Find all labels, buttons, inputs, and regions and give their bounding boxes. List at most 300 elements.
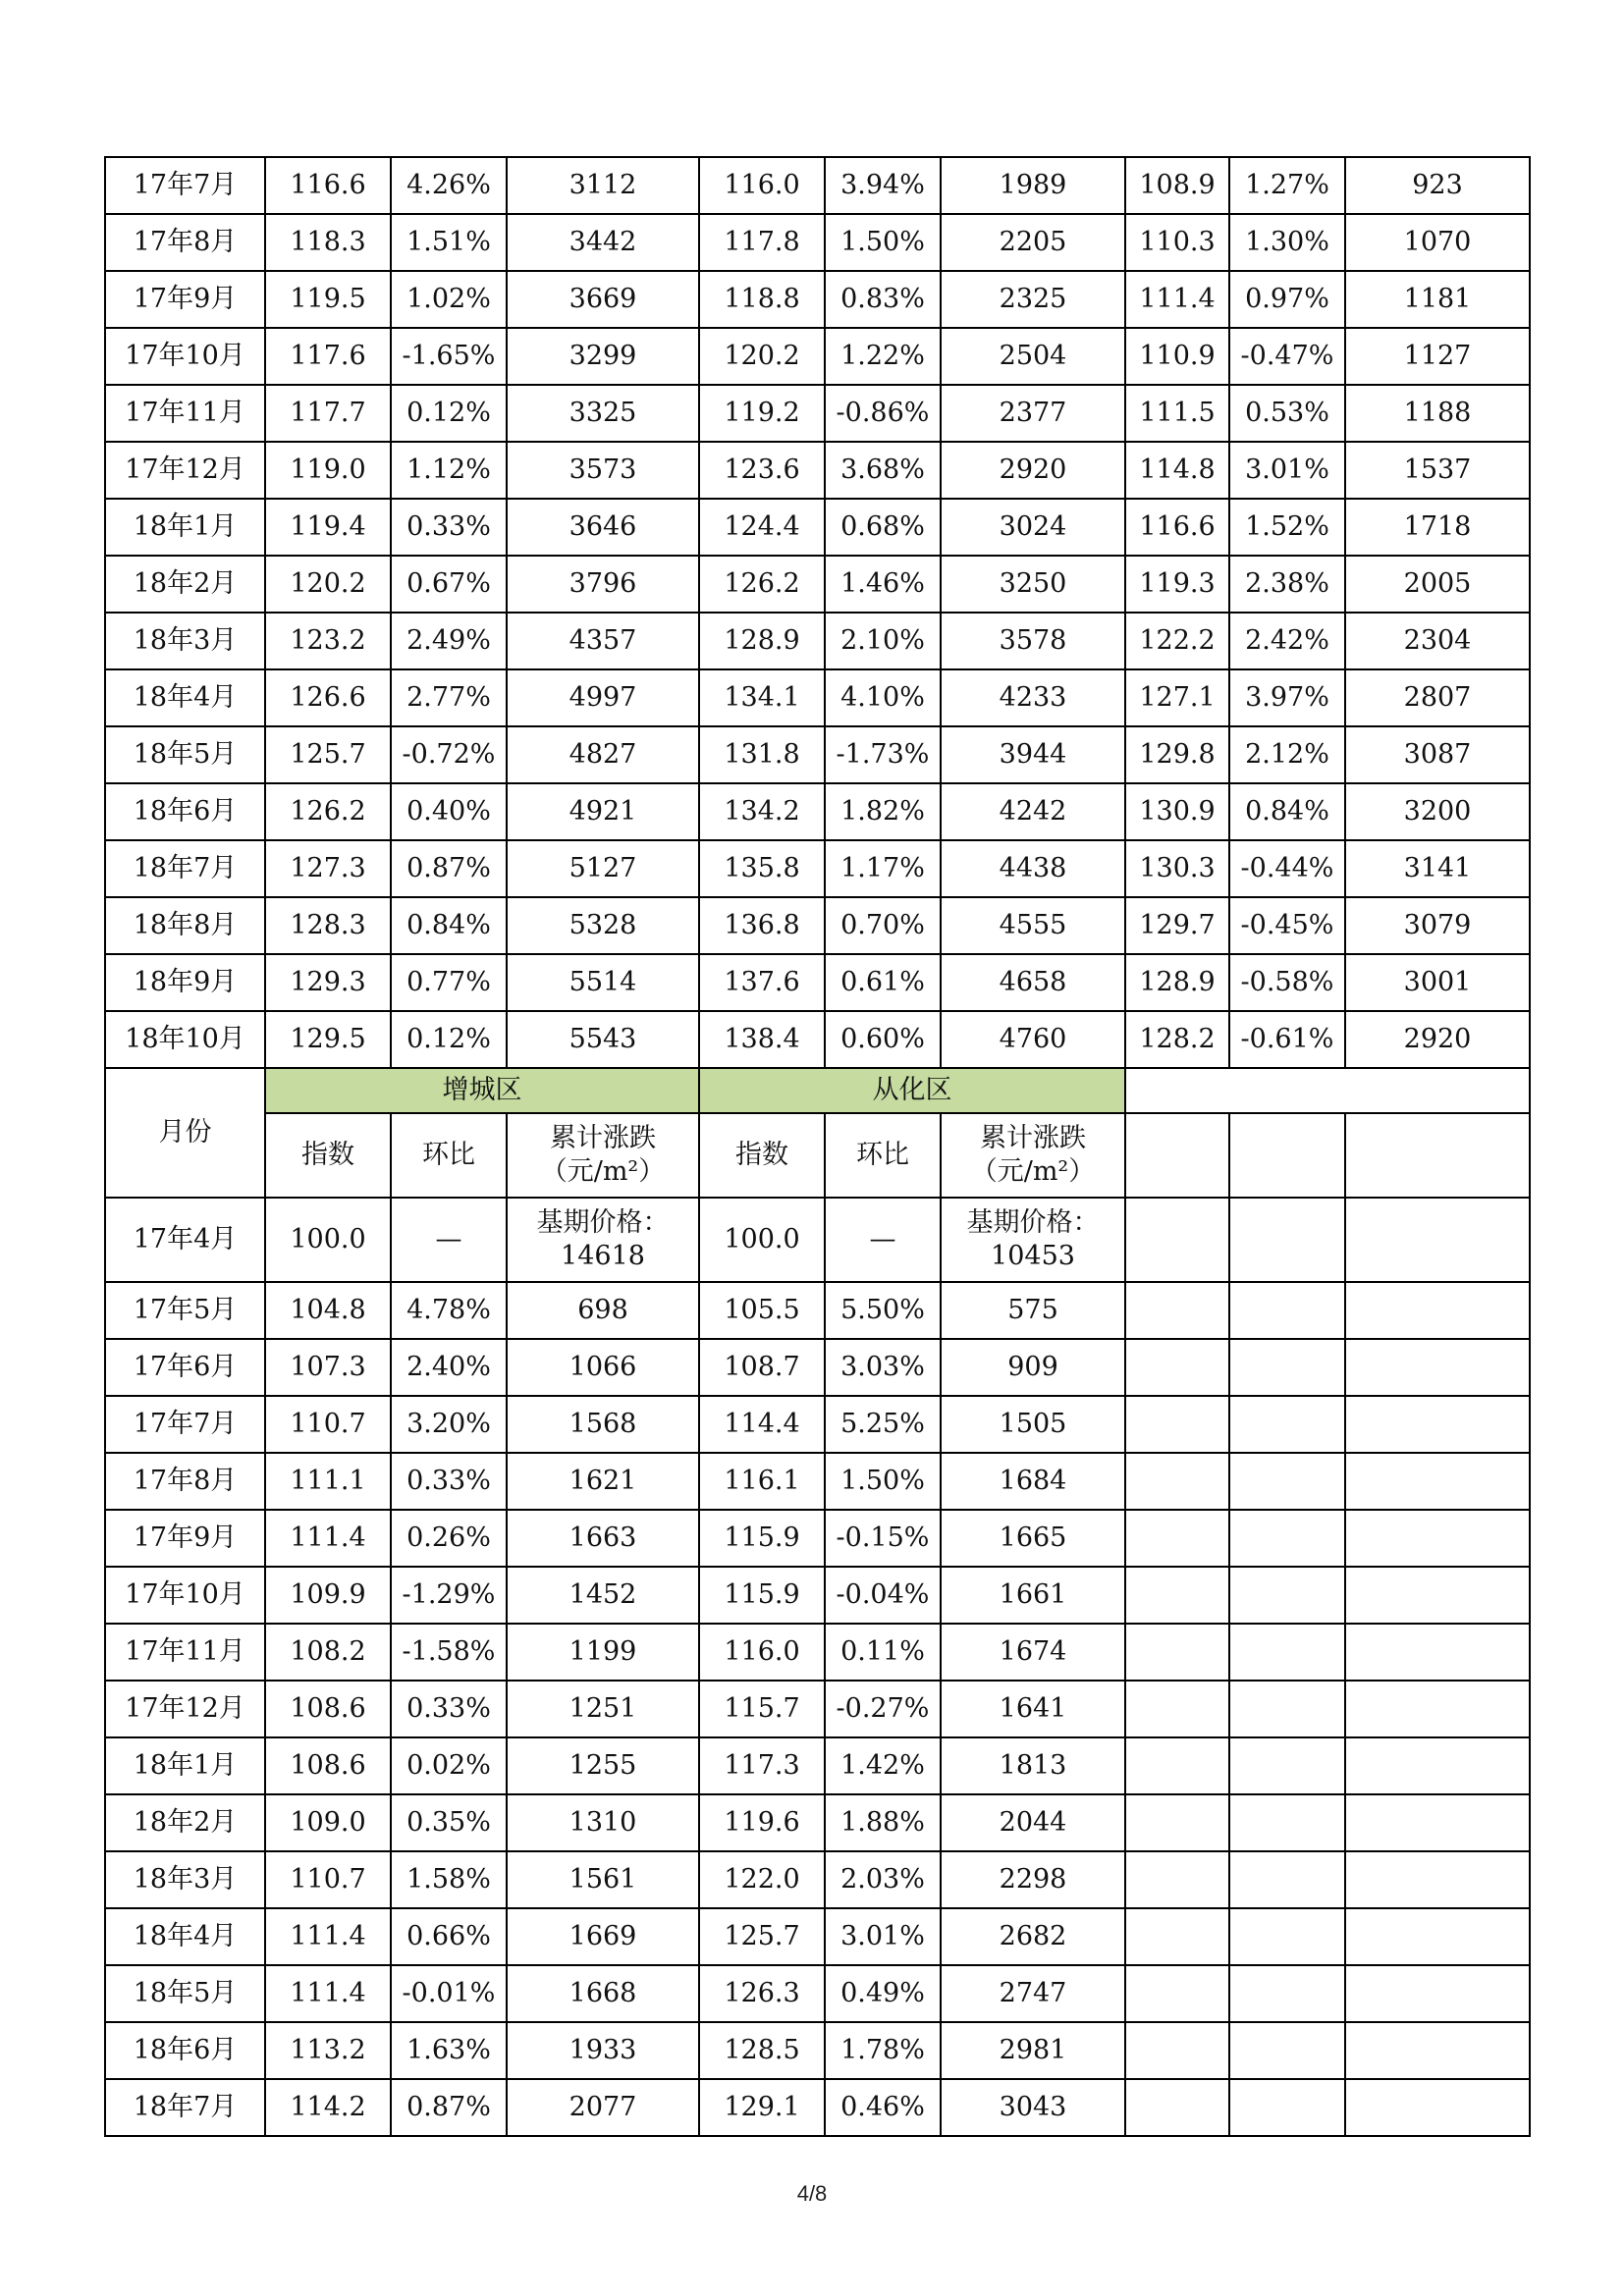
col-header-cumulative	[941, 1113, 1125, 1198]
empty-cell	[1125, 1794, 1229, 1851]
empty-cell	[1125, 1624, 1229, 1681]
data-cell: 1.78%	[825, 2022, 941, 2079]
base-price-cell	[507, 1198, 699, 1282]
data-cell: 5514	[507, 954, 699, 1011]
data-cell: 3573	[507, 442, 699, 499]
data-cell: 5.50%	[825, 1282, 941, 1339]
data-cell: 114.8	[1125, 442, 1229, 499]
data-cell: 0.84%	[391, 897, 507, 954]
month-cell: 18年7月	[105, 2079, 265, 2136]
data-cell: 0.87%	[391, 840, 507, 897]
data-cell: -0.58%	[1229, 954, 1345, 1011]
empty-cell	[1125, 1567, 1229, 1624]
data-cell: 1621	[507, 1453, 699, 1510]
data-cell: 119.2	[699, 385, 825, 442]
data-cell: 3.68%	[825, 442, 941, 499]
base-price-label: 基期价格：	[536, 1207, 670, 1239]
data-cell: 137.6	[699, 954, 825, 1011]
district-header-zengcheng: 增城区	[265, 1068, 699, 1113]
data-cell: 2682	[941, 1908, 1125, 1965]
col-header-cumulative-line2: （元/m²）	[970, 1156, 1096, 1187]
data-cell: 4658	[941, 954, 1125, 1011]
base-price-value: 14618	[561, 1241, 645, 1271]
data-cell: 1181	[1345, 271, 1530, 328]
data-cell: 0.33%	[391, 499, 507, 556]
base-price-cell	[941, 1198, 1125, 1282]
data-cell: 1310	[507, 1794, 699, 1851]
base-period-row	[105, 1198, 1530, 1282]
data-cell: 0.60%	[825, 1011, 941, 1068]
data-cell: 116.6	[265, 157, 391, 214]
col-header-index: 指数	[265, 1113, 391, 1198]
data-cell: 1066	[507, 1339, 699, 1396]
data-cell: 698	[507, 1282, 699, 1339]
month-cell: 18年2月	[105, 1794, 265, 1851]
month-cell: 18年4月	[105, 1908, 265, 1965]
data-cell: -0.61%	[1229, 1011, 1345, 1068]
data-cell: -1.65%	[391, 328, 507, 385]
data-cell: 4.78%	[391, 1282, 507, 1339]
data-cell: 123.2	[265, 613, 391, 669]
empty-cell	[1125, 1396, 1229, 1453]
data-cell: 119.0	[265, 442, 391, 499]
empty-cell	[1229, 1396, 1345, 1453]
data-cell: 122.2	[1125, 613, 1229, 669]
base-price-value: 10453	[991, 1241, 1075, 1271]
month-cell: 18年5月	[105, 726, 265, 783]
data-cell: 2.38%	[1229, 556, 1345, 613]
data-cell: 117.8	[699, 214, 825, 271]
table-row	[105, 726, 1530, 783]
data-cell: 4233	[941, 669, 1125, 726]
data-cell: 1663	[507, 1510, 699, 1567]
empty-cell	[1125, 1282, 1229, 1339]
data-cell: 3087	[1345, 726, 1530, 783]
data-cell: 4760	[941, 1011, 1125, 1068]
empty-cell	[1229, 1794, 1345, 1851]
data-cell: 4.26%	[391, 157, 507, 214]
data-cell: 1251	[507, 1681, 699, 1737]
table-row	[105, 1908, 1530, 1965]
table-bottom-section	[105, 1282, 1530, 2136]
table-row	[105, 214, 1530, 271]
empty-cell	[1345, 1282, 1530, 1339]
empty-cell	[1125, 1681, 1229, 1737]
data-cell: 1641	[941, 1681, 1125, 1737]
table-row	[105, 613, 1530, 669]
data-cell: 134.1	[699, 669, 825, 726]
data-cell: 130.3	[1125, 840, 1229, 897]
data-cell: 1989	[941, 157, 1125, 214]
data-cell: 4.10%	[825, 669, 941, 726]
data-cell: 1.02%	[391, 271, 507, 328]
page-number: 4/8	[796, 2181, 828, 2206]
table-row	[105, 1396, 1530, 1453]
empty-cell	[1125, 2079, 1229, 2136]
empty-cell	[1125, 2022, 1229, 2079]
data-cell: 0.02%	[391, 1737, 507, 1794]
empty-cell	[1229, 1453, 1345, 1510]
data-cell: 1.51%	[391, 214, 507, 271]
table-row	[105, 2022, 1530, 2079]
month-cell: 17年7月	[105, 157, 265, 214]
data-cell: 2.42%	[1229, 613, 1345, 669]
month-cell: 18年8月	[105, 897, 265, 954]
data-cell: 108.6	[265, 1737, 391, 1794]
col-header-cumulative	[507, 1113, 699, 1198]
data-cell: 3299	[507, 328, 699, 385]
data-cell: 119.3	[1125, 556, 1229, 613]
data-cell: 0.12%	[391, 385, 507, 442]
data-cell: 0.12%	[391, 1011, 507, 1068]
empty-cell	[1125, 1339, 1229, 1396]
data-cell: 5543	[507, 1011, 699, 1068]
data-cell: 105.5	[699, 1282, 825, 1339]
data-cell: 1127	[1345, 328, 1530, 385]
table-row	[105, 1567, 1530, 1624]
data-cell: 1813	[941, 1737, 1125, 1794]
data-cell: 0.46%	[825, 2079, 941, 2136]
data-cell: 4997	[507, 669, 699, 726]
empty-cell	[1125, 1965, 1229, 2022]
data-cell: 125.7	[699, 1908, 825, 1965]
month-cell: 18年3月	[105, 613, 265, 669]
data-cell: 3.97%	[1229, 669, 1345, 726]
data-cell: 2005	[1345, 556, 1530, 613]
table-row	[105, 783, 1530, 840]
data-cell: 120.2	[699, 328, 825, 385]
empty-cell	[1229, 1681, 1345, 1737]
data-cell: 1199	[507, 1624, 699, 1681]
data-cell: 1.17%	[825, 840, 941, 897]
data-cell: 4827	[507, 726, 699, 783]
data-cell: 108.6	[265, 1681, 391, 1737]
table-row	[105, 954, 1530, 1011]
empty-cell	[1229, 2022, 1345, 2079]
data-cell: 2325	[941, 271, 1125, 328]
data-cell: 1.30%	[1229, 214, 1345, 271]
empty-cell	[1229, 1282, 1345, 1339]
data-cell: 1.27%	[1229, 157, 1345, 214]
data-cell: 2.49%	[391, 613, 507, 669]
table-row	[105, 385, 1530, 442]
col-header-index: 指数	[699, 1113, 825, 1198]
data-cell: 2747	[941, 1965, 1125, 2022]
empty-cell	[1125, 1510, 1229, 1567]
data-cell: 109.0	[265, 1794, 391, 1851]
empty-cell	[1229, 2079, 1345, 2136]
data-cell: 138.4	[699, 1011, 825, 1068]
data-cell: 116.6	[1125, 499, 1229, 556]
data-cell: 1070	[1345, 214, 1530, 271]
data-cell: -0.45%	[1229, 897, 1345, 954]
data-cell: 3141	[1345, 840, 1530, 897]
data-cell: 109.9	[265, 1567, 391, 1624]
data-cell: 108.7	[699, 1339, 825, 1396]
mom-cell: —	[825, 1198, 941, 1282]
data-cell: 0.68%	[825, 499, 941, 556]
month-cell: 17年11月	[105, 1624, 265, 1681]
data-cell: 1933	[507, 2022, 699, 2079]
month-cell: 17年9月	[105, 271, 265, 328]
data-cell: 3001	[1345, 954, 1530, 1011]
district-header-conghua: 从化区	[699, 1068, 1125, 1113]
data-cell: 2044	[941, 1794, 1125, 1851]
data-cell: 0.26%	[391, 1510, 507, 1567]
data-cell: 0.97%	[1229, 271, 1345, 328]
empty-cell	[1345, 1396, 1530, 1453]
table-row	[105, 1681, 1530, 1737]
month-cell: 18年10月	[105, 1011, 265, 1068]
data-cell: 3.03%	[825, 1339, 941, 1396]
data-cell: -1.58%	[391, 1624, 507, 1681]
month-cell: 17年11月	[105, 385, 265, 442]
data-cell: 3442	[507, 214, 699, 271]
empty-cell	[1125, 1113, 1229, 1198]
data-cell: -0.01%	[391, 1965, 507, 2022]
table-row	[105, 1453, 1530, 1510]
col-header-cumulative-line2: （元/m²）	[540, 1156, 666, 1187]
empty-cell	[1229, 1198, 1345, 1282]
data-cell: 110.9	[1125, 328, 1229, 385]
data-cell: 1.82%	[825, 783, 941, 840]
table-row	[105, 328, 1530, 385]
data-cell: 3578	[941, 613, 1125, 669]
data-cell: 3079	[1345, 897, 1530, 954]
col-header-mom: 环比	[391, 1113, 507, 1198]
empty-cell	[1345, 1453, 1530, 1510]
table-row	[105, 1624, 1530, 1681]
data-cell: 127.3	[265, 840, 391, 897]
table-row	[105, 499, 1530, 556]
data-cell: 1537	[1345, 442, 1530, 499]
table-row	[105, 1339, 1530, 1396]
table-row	[105, 1282, 1530, 1339]
table-row	[105, 840, 1530, 897]
empty-cell	[1125, 1198, 1229, 1282]
empty-cell	[1345, 1510, 1530, 1567]
data-cell: 0.83%	[825, 271, 941, 328]
data-cell: 124.4	[699, 499, 825, 556]
col-header-mom: 环比	[825, 1113, 941, 1198]
data-cell: 1718	[1345, 499, 1530, 556]
data-cell: 4921	[507, 783, 699, 840]
data-cell: 118.3	[265, 214, 391, 271]
data-cell: 1.46%	[825, 556, 941, 613]
table-row	[105, 897, 1530, 954]
empty-cell	[1229, 1339, 1345, 1396]
data-cell: 0.33%	[391, 1453, 507, 1510]
data-cell: 1.52%	[1229, 499, 1345, 556]
data-cell: 1.50%	[825, 1453, 941, 1510]
table-row	[105, 1965, 1530, 2022]
data-cell: 909	[941, 1339, 1125, 1396]
empty-cell	[1345, 1737, 1530, 1794]
header-row-columns	[105, 1113, 1530, 1198]
data-cell: 111.4	[265, 1510, 391, 1567]
data-cell: 1.63%	[391, 2022, 507, 2079]
empty-cell	[1345, 1681, 1530, 1737]
data-cell: 3.01%	[825, 1908, 941, 1965]
empty-cell	[1229, 1737, 1345, 1794]
empty-cell	[1229, 1908, 1345, 1965]
month-cell: 17年4月	[105, 1198, 265, 1282]
data-cell: 128.9	[699, 613, 825, 669]
data-cell: 123.6	[699, 442, 825, 499]
empty-cell	[1125, 1737, 1229, 1794]
data-cell: 114.2	[265, 2079, 391, 2136]
data-cell: 119.6	[699, 1794, 825, 1851]
data-cell: 0.35%	[391, 1794, 507, 1851]
data-cell: 0.66%	[391, 1908, 507, 1965]
data-cell: 4438	[941, 840, 1125, 897]
data-cell: 115.9	[699, 1567, 825, 1624]
data-cell: 129.3	[265, 954, 391, 1011]
month-cell: 18年1月	[105, 1737, 265, 1794]
data-cell: 120.2	[265, 556, 391, 613]
month-cell: 18年1月	[105, 499, 265, 556]
empty-cell	[1345, 2022, 1530, 2079]
data-cell: 0.77%	[391, 954, 507, 1011]
data-cell: -1.29%	[391, 1567, 507, 1624]
data-cell: 3325	[507, 385, 699, 442]
table-row	[105, 442, 1530, 499]
data-cell: 128.9	[1125, 954, 1229, 1011]
data-cell: 115.9	[699, 1510, 825, 1567]
data-cell: 3646	[507, 499, 699, 556]
data-cell: -0.47%	[1229, 328, 1345, 385]
month-cell: 18年6月	[105, 783, 265, 840]
data-cell: 129.8	[1125, 726, 1229, 783]
data-cell: 126.2	[265, 783, 391, 840]
empty-cell	[1345, 1567, 1530, 1624]
month-cell: 17年6月	[105, 1339, 265, 1396]
data-cell: 114.4	[699, 1396, 825, 1453]
data-cell: 1.58%	[391, 1851, 507, 1908]
month-cell: 17年8月	[105, 214, 265, 271]
data-cell: 3669	[507, 271, 699, 328]
data-cell: 3.01%	[1229, 442, 1345, 499]
data-cell: 2.77%	[391, 669, 507, 726]
table-top-section	[105, 157, 1530, 1068]
empty-cell	[1229, 1624, 1345, 1681]
data-cell: 1661	[941, 1567, 1125, 1624]
data-cell: 1188	[1345, 385, 1530, 442]
data-cell: 0.49%	[825, 1965, 941, 2022]
empty-cell	[1345, 1198, 1530, 1282]
data-cell: 1.22%	[825, 328, 941, 385]
data-cell: -0.15%	[825, 1510, 941, 1567]
data-cell: 110.7	[265, 1396, 391, 1453]
data-cell: 1.88%	[825, 1794, 941, 1851]
empty-cell	[1229, 1510, 1345, 1567]
data-cell: 130.9	[1125, 783, 1229, 840]
data-cell: 108.2	[265, 1624, 391, 1681]
data-cell: -0.86%	[825, 385, 941, 442]
data-cell: 1674	[941, 1624, 1125, 1681]
month-cell: 17年8月	[105, 1453, 265, 1510]
month-cell: 18年5月	[105, 1965, 265, 2022]
data-cell: 113.2	[265, 2022, 391, 2079]
data-cell: 3024	[941, 499, 1125, 556]
month-cell: 18年4月	[105, 669, 265, 726]
data-cell: 117.3	[699, 1737, 825, 1794]
header-row-districts	[105, 1068, 1530, 1113]
data-cell: 3200	[1345, 783, 1530, 840]
data-cell: 2304	[1345, 613, 1530, 669]
data-cell: 136.8	[699, 897, 825, 954]
data-cell: -0.44%	[1229, 840, 1345, 897]
data-cell: 117.6	[265, 328, 391, 385]
base-price-label: 基期价格：	[966, 1207, 1100, 1239]
data-cell: 1568	[507, 1396, 699, 1453]
data-cell: 110.3	[1125, 214, 1229, 271]
month-cell: 17年10月	[105, 328, 265, 385]
price-index-table	[104, 156, 1531, 2137]
data-cell: 0.33%	[391, 1681, 507, 1737]
data-cell: 127.1	[1125, 669, 1229, 726]
table-header-section	[105, 1068, 1530, 1282]
data-cell: 1452	[507, 1567, 699, 1624]
data-cell: 111.4	[265, 1965, 391, 2022]
data-cell: 1668	[507, 1965, 699, 2022]
data-cell: 111.1	[265, 1453, 391, 1510]
data-cell: 111.5	[1125, 385, 1229, 442]
data-cell: -0.72%	[391, 726, 507, 783]
data-cell: 128.5	[699, 2022, 825, 2079]
data-cell: 2205	[941, 214, 1125, 271]
month-cell: 17年12月	[105, 442, 265, 499]
empty-cell	[1345, 2079, 1530, 2136]
table-row	[105, 1510, 1530, 1567]
month-cell: 18年7月	[105, 840, 265, 897]
empty-cell	[1345, 1113, 1530, 1198]
data-cell: 0.70%	[825, 897, 941, 954]
empty-cell	[1229, 1113, 1345, 1198]
data-cell: 3.20%	[391, 1396, 507, 1453]
empty-cell	[1125, 1851, 1229, 1908]
col-header-cumulative-line1: 累计涨跌	[550, 1123, 656, 1154]
empty-cell	[1229, 1851, 1345, 1908]
month-cell: 18年9月	[105, 954, 265, 1011]
data-cell: 0.53%	[1229, 385, 1345, 442]
month-cell: 18年2月	[105, 556, 265, 613]
empty-cell	[1345, 1339, 1530, 1396]
data-cell: 575	[941, 1282, 1125, 1339]
data-cell: 116.0	[699, 1624, 825, 1681]
data-cell: 2920	[1345, 1011, 1530, 1068]
data-cell: -1.73%	[825, 726, 941, 783]
data-cell: 3796	[507, 556, 699, 613]
data-cell: 1.42%	[825, 1737, 941, 1794]
table-row	[105, 157, 1530, 214]
data-cell: 1505	[941, 1396, 1125, 1453]
data-cell: 2077	[507, 2079, 699, 2136]
empty-cell	[1229, 1965, 1345, 2022]
data-cell: 3112	[507, 157, 699, 214]
index-cell: 100.0	[265, 1198, 391, 1282]
data-cell: 126.3	[699, 1965, 825, 2022]
data-cell: 111.4	[265, 1908, 391, 1965]
data-cell: 4555	[941, 897, 1125, 954]
month-cell: 17年7月	[105, 1396, 265, 1453]
table-row	[105, 271, 1530, 328]
data-cell: 126.2	[699, 556, 825, 613]
empty-cell	[1345, 1851, 1530, 1908]
data-cell: 0.11%	[825, 1624, 941, 1681]
data-cell: 1255	[507, 1737, 699, 1794]
data-cell: 1665	[941, 1510, 1125, 1567]
